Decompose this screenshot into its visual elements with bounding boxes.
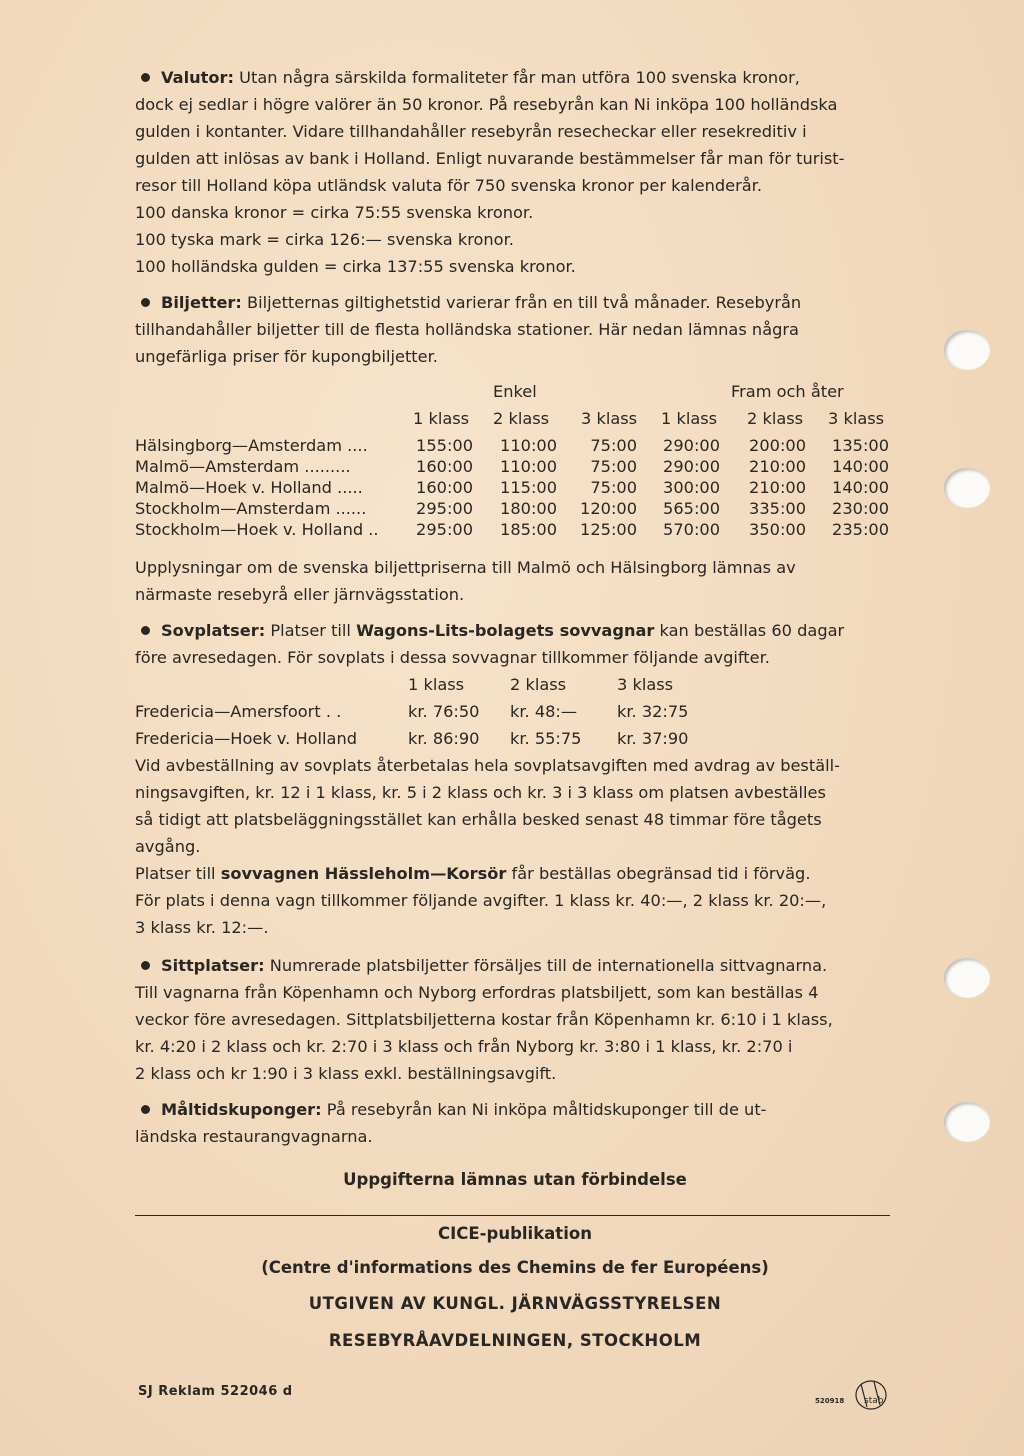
text-line: Till vagnarna från Köpenhamn och Nyborg erfordras platsbiljett, som kan beställas 4 — [135, 983, 819, 1002]
biljetter-note — [135, 554, 895, 608]
column-header: 1 klass — [413, 409, 470, 428]
text-line: gulden i kontanter. Vidare tillhandahåller resebyrån resecheckar eller resekreditiv i — [135, 122, 807, 141]
column-header: 3 klass — [617, 675, 674, 694]
price-cell: 110:00 — [500, 457, 557, 476]
publisher-department: RESEBYRÅAVDELNINGEN, STOCKHOLM — [328, 1331, 702, 1350]
text-line: 3 klass kr. 12:—. — [135, 918, 269, 937]
text-line: avgång. — [135, 837, 201, 856]
price-cell: 140:00 — [832, 457, 889, 476]
text-line: Numrerade platsbiljetter försäljes till de internationella sittvagnarna. — [269, 956, 828, 975]
text-line: närmaste resebyrå eller järnvägsstation. — [135, 585, 465, 604]
section-maltidskuponger — [135, 1096, 895, 1150]
price-cell: 570:00 — [663, 520, 720, 539]
rate-line: 100 tyska mark = cirka 126:— svenska kronor. — [135, 230, 514, 249]
price-cell: kr. 76:50 — [408, 702, 480, 721]
reklam-code: SJ Reklam 522046 d — [138, 1384, 293, 1399]
section-heading: Valutor: — [161, 68, 234, 87]
bullet-icon — [141, 961, 150, 970]
stamp-text: stab — [864, 1396, 884, 1406]
route-cell: Hälsingborg—Amsterdam .... — [135, 436, 368, 455]
section-sovplatser — [135, 617, 895, 941]
text-line: Upplysningar om de svenska biljettpriserna till Malmö och Hälsingborg lämnas av — [135, 558, 796, 577]
price-cell: 210:00 — [749, 457, 806, 476]
text-line: kr. 4:20 i 2 klass och kr. 2:70 i 3 klass och från Nyborg kr. 3:80 i 1 klass, kr. 2:70 i — [135, 1037, 793, 1056]
price-cell: 290:00 — [663, 457, 720, 476]
price-cell: 290:00 — [663, 436, 720, 455]
text-line: 2 klass och kr 1:90 i 3 klass exkl. beställningsavgift. — [135, 1064, 557, 1083]
text-line: dock ej sedlar i högre valörer än 50 kronor. På resebyrån kan Ni inköpa 100 holländska — [135, 95, 838, 114]
price-cell: kr. 37:90 — [617, 729, 689, 748]
table-row — [135, 435, 895, 456]
price-cell: 160:00 — [416, 457, 473, 476]
bullet-icon — [141, 626, 150, 635]
text-line: För plats i denna vagn tillkommer följande avgifter. 1 klass kr. 40:—, 2 klass kr. 20:—, — [135, 891, 827, 910]
text-span-bold: sovvagnen Hässleholm—Korsör — [220, 864, 507, 883]
price-cell: 300:00 — [663, 478, 720, 497]
text-span: Platser till — [135, 864, 221, 883]
table-row — [135, 456, 895, 477]
column-header: 3 klass — [581, 409, 638, 428]
bullet-icon — [141, 298, 150, 307]
table-row — [135, 477, 895, 498]
price-cell: 210:00 — [749, 478, 806, 497]
text-line: ungefärliga priser för kupongbiljetter. — [135, 347, 438, 366]
price-cell: 565:00 — [663, 499, 720, 518]
publication-subtitle: (Centre d'informations des Chemins de fer Européens) — [261, 1258, 769, 1277]
text-line: före avresedagen. För sovplats i dessa sovvagnar tillkommer följande avgifter. — [135, 648, 770, 667]
price-cell: 125:00 — [580, 520, 637, 539]
divider — [135, 1215, 890, 1216]
price-cell: kr. 32:75 — [617, 702, 689, 721]
price-cell: 180:00 — [500, 499, 557, 518]
price-cell: 295:00 — [416, 499, 473, 518]
disclaimer: Uppgifterna lämnas utan förbindelse — [343, 1170, 687, 1189]
price-table — [135, 378, 895, 540]
text-line: Biljetternas giltighetstid varierar från en till två månader. Resebyrån — [247, 293, 802, 312]
group-fram-och-ater: Fram och åter — [731, 382, 844, 401]
price-cell: 120:00 — [580, 499, 637, 518]
price-cell: 235:00 — [832, 520, 889, 539]
column-header: 2 klass — [747, 409, 804, 428]
column-header: 2 klass — [493, 409, 550, 428]
price-cell: 155:00 — [416, 436, 473, 455]
price-cell: 200:00 — [749, 436, 806, 455]
text-line: ländska restaurangvagnarna. — [135, 1127, 373, 1146]
text-line: Vid avbeställning av sovplats återbetalas hela sovplatsavgiften med avdrag av beställ- — [135, 756, 840, 775]
punch-hole — [944, 958, 990, 998]
price-cell: 185:00 — [500, 520, 557, 539]
text-line: ningsavgiften, kr. 12 i 1 klass, kr. 5 i 2 klass och kr. 3 i 3 klass om platsen avbeställes — [135, 783, 826, 802]
price-cell: 160:00 — [416, 478, 473, 497]
publication-name: CICE-publikation — [438, 1224, 592, 1243]
punch-hole — [944, 330, 990, 370]
section-heading: Biljetter: — [161, 293, 242, 312]
column-header: 3 klass — [828, 409, 885, 428]
bullet-icon — [141, 1105, 150, 1114]
sleeper-row — [135, 725, 895, 752]
text-span: kan beställas 60 dagar — [654, 621, 845, 640]
stab-stamp-icon — [843, 1377, 899, 1413]
table-row — [135, 498, 895, 519]
column-header: 1 klass — [661, 409, 718, 428]
price-cell: 230:00 — [832, 499, 889, 518]
publisher: UTGIVEN AV KUNGL. JÄRNVÄGSSTYRELSEN — [308, 1294, 722, 1313]
price-cell: 140:00 — [832, 478, 889, 497]
punch-hole — [944, 468, 990, 508]
price-cell: 110:00 — [500, 436, 557, 455]
text-line: tillhandahåller biljetter till de flesta holländska stationer. Här nedan lämnas några — [135, 320, 799, 339]
rate-line: 100 danska kronor = cirka 75:55 svenska kronor. — [135, 203, 534, 222]
route-cell: Malmö—Amsterdam ......... — [135, 457, 351, 476]
bullet-icon — [141, 73, 150, 82]
price-cell: 295:00 — [416, 520, 473, 539]
rate-line: 100 holländska gulden = cirka 137:55 svenska kronor. — [135, 257, 576, 276]
route-cell: Stockholm—Hoek v. Holland .. — [135, 520, 379, 539]
section-heading: Sittplatser: — [161, 956, 265, 975]
section-biljetter — [135, 289, 895, 370]
text-span-bold: Wagons-Lits-bolagets sovvagnar — [356, 621, 655, 640]
price-cell: 350:00 — [749, 520, 806, 539]
print-code: 520918 — [815, 1397, 845, 1405]
group-enkel: Enkel — [493, 382, 537, 401]
route-cell: Fredericia—Hoek v. Holland — [135, 729, 357, 748]
route-cell: Stockholm—Amsterdam ...... — [135, 499, 367, 518]
text-line: så tidigt att platsbeläggningsstället kan erhålla besked senast 48 timmar före tågets — [135, 810, 822, 829]
text-line: resor till Holland köpa utländsk valuta för 750 svenska kronor per kalenderår. — [135, 176, 762, 195]
price-cell: kr. 55:75 — [510, 729, 582, 748]
sleeper-class-header — [135, 671, 895, 698]
price-cell: 75:00 — [590, 436, 637, 455]
sleeper-row — [135, 698, 895, 725]
table-row — [135, 519, 895, 540]
section-heading: Måltidskuponger: — [161, 1100, 322, 1119]
text-span: får beställas obegränsad tid i förväg. — [506, 864, 811, 883]
price-cell: 115:00 — [500, 478, 557, 497]
text-line: gulden att inlösas av bank i Holland. Enligt nuvarande bestämmelser får man för turist- — [135, 149, 845, 168]
price-cell: 75:00 — [590, 478, 637, 497]
section-sittplatser — [135, 952, 895, 1087]
price-cell: 335:00 — [749, 499, 806, 518]
column-header: 1 klass — [408, 675, 465, 694]
section-heading: Sovplatser: — [161, 621, 266, 640]
price-cell: 75:00 — [590, 457, 637, 476]
text-line: På resebyrån kan Ni inköpa måltidskuponger till de ut- — [326, 1100, 767, 1119]
price-cell: 135:00 — [832, 436, 889, 455]
text-span: Platser till — [270, 621, 357, 640]
price-cell: kr. 86:90 — [408, 729, 480, 748]
column-header: 2 klass — [510, 675, 567, 694]
route-cell: Fredericia—Amersfoort . . — [135, 702, 342, 721]
price-cell: kr. 48:— — [510, 702, 578, 721]
text-line: Utan några särskilda formaliteter får man utföra 100 svenska kronor, — [239, 68, 800, 87]
section-valutor — [135, 64, 895, 280]
punch-hole — [944, 1102, 990, 1142]
route-cell: Malmö—Hoek v. Holland ..... — [135, 478, 363, 497]
table-class-header — [135, 405, 895, 432]
table-group-header — [135, 378, 895, 405]
text-line: veckor före avresedagen. Sittplatsbiljetterna kostar från Köpenhamn kr. 6:10 i 1 klass, — [135, 1010, 833, 1029]
